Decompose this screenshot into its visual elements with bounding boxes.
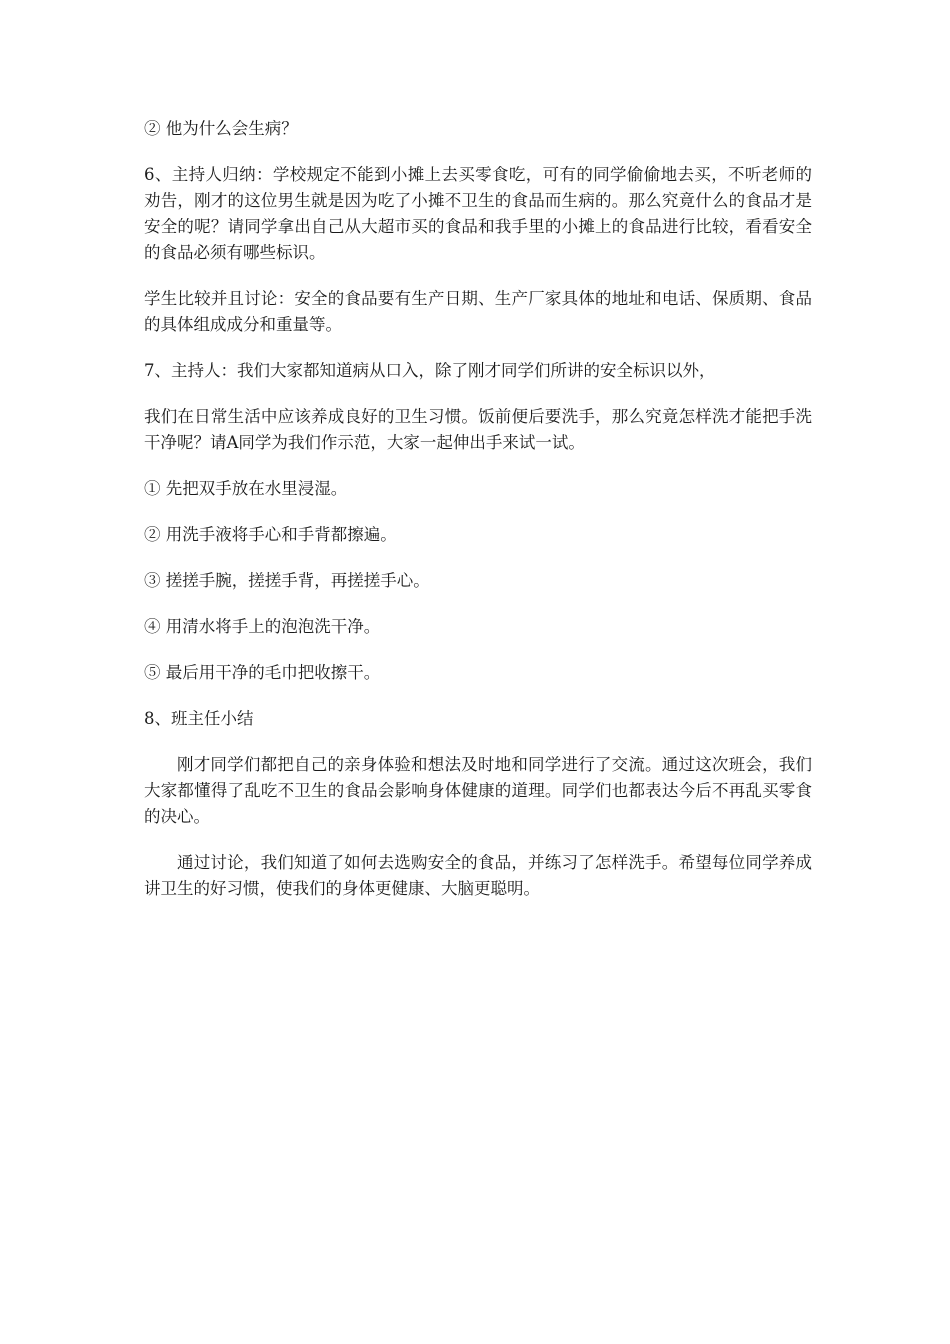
handwashing-step-2: ② 用洗手液将手心和手背都擦遍。: [144, 525, 397, 544]
handwashing-step-4: ④ 用清水将手上的泡泡洗干净。: [144, 617, 381, 636]
handwashing-step-3: ③ 搓搓手腕，搓搓手背，再搓搓手心。: [144, 571, 430, 590]
teacher-summary-2: 通过讨论，我们知道了如何去选购安全的食品，并练习了怎样洗手。希望每位同学养成讲卫生的好习惯，使我们的身体更健康、大脑更聪明。: [144, 853, 812, 898]
section-7-intro: 7、主持人：我们大家都知道病从口入，除了刚才同学们所讲的安全标识以外，: [144, 361, 716, 380]
teacher-summary-1: 刚才同学们都把自己的亲身体验和想法及时地和同学进行了交流。通过这次班会，我们大家都懂得了乱吃不卫生的食品会影响身体健康的道理。同学们也都表达今后不再乱买零食的决心。: [144, 755, 812, 826]
student-discussion: 学生比较并且讨论：安全的食品要有生产日期、生产厂家具体的地址和电话、保质期、食品的具体组成成分和重量等。: [144, 289, 812, 334]
handwashing-intro: 我们在日常生活中应该养成良好的卫生习惯。饭前便后要洗手，那么究竟怎样洗才能把手洗干净呢？请A同学为我们作示范，大家一起伸出手来试一试。: [144, 407, 812, 452]
handwashing-step-1: ① 先把双手放在水里浸湿。: [144, 479, 348, 498]
section-8-heading: 8、班主任小结: [144, 709, 254, 728]
document-page: [144, 116, 812, 902]
question-2: ② 他为什么会生病？: [144, 119, 298, 138]
handwashing-step-5: ⑤ 最后用干净的毛巾把收擦干。: [144, 663, 381, 682]
section-6-summary: 6、主持人归纳：学校规定不能到小摊上去买零食吃，可有的同学偷偷地去买，不听老师的劝告，刚才的这位男生就是因为吃了小摊不卫生的食品而生病的。那么究竟什么的食品才是安全的呢？请同学拿出自己从大超市买的食品和我手里的小摊上的食品进行比较，看看安全的食品必须有哪些标识。: [144, 165, 812, 262]
